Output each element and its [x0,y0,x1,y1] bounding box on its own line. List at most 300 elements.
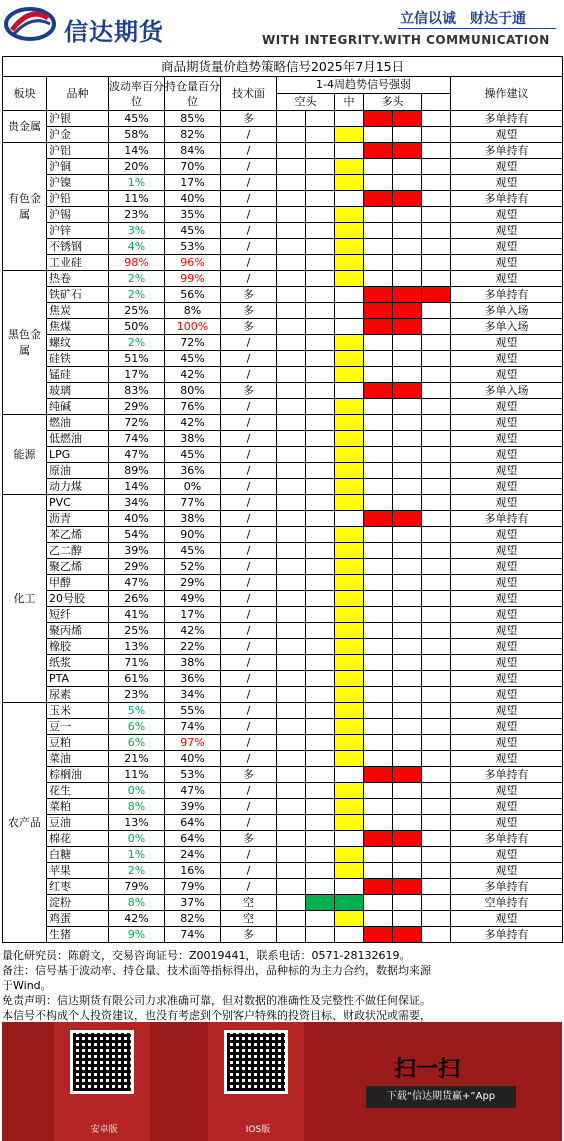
signal-cell [364,175,393,191]
volatility-percentile: 61% [109,671,165,687]
download-app-button[interactable]: 下载“信达期货赢+”App [366,1086,516,1108]
table-row [3,527,563,543]
signal-cell [335,575,364,591]
signal-cell [364,479,393,495]
signal-table [2,56,563,943]
signal-cell [364,527,393,543]
volatility-percentile: 58% [109,127,165,143]
table-row [3,431,563,447]
header-long-extra [422,94,451,111]
signal-cell [306,287,335,303]
signal-cell [277,447,306,463]
operation-advice: 观望 [451,591,563,607]
signal-cell [277,703,306,719]
operation-advice: 观望 [451,719,563,735]
volatility-percentile: 45% [109,111,165,127]
signal-cell [335,831,364,847]
signal-cell [335,511,364,527]
volatility-percentile: 34% [109,495,165,511]
open-interest-percentile: 55% [165,703,221,719]
operation-advice: 观望 [451,847,563,863]
operation-advice: 多单持有 [451,879,563,895]
signal-cell [393,687,422,703]
operation-advice: 观望 [451,399,563,415]
signal-cell [364,239,393,255]
signal-cell [335,367,364,383]
variety-name: 聚丙烯 [47,623,109,639]
table-row [3,719,563,735]
table-row [3,511,563,527]
variety-name: 焦煤 [47,319,109,335]
signal-cell [277,879,306,895]
operation-advice: 观望 [451,559,563,575]
signal-cell [422,527,451,543]
signal-cell [335,303,364,319]
operation-advice: 观望 [451,575,563,591]
operation-advice: 观望 [451,223,563,239]
signal-cell [364,271,393,287]
table-row [3,559,563,575]
table-row [3,159,563,175]
signal-cell [277,511,306,527]
table-row [3,367,563,383]
volatility-percentile: 14% [109,143,165,159]
signal-cell [277,127,306,143]
signal-cell [306,447,335,463]
signal-cell [335,527,364,543]
variety-name: 棉花 [47,831,109,847]
signal-cell [335,623,364,639]
operation-advice: 观望 [451,271,563,287]
brand-tagline: WITH INTEGRITY.WITH COMMUNICATION [262,33,550,47]
signal-cell [277,415,306,431]
signal-cell [335,335,364,351]
signal-cell [306,399,335,415]
signal-cell [422,127,451,143]
signal-cell [422,495,451,511]
table-row [3,447,563,463]
signal-cell [306,255,335,271]
variety-name: 焦炭 [47,303,109,319]
signal-cell [306,319,335,335]
operation-advice: 观望 [451,239,563,255]
signal-cell [306,623,335,639]
volatility-percentile: 2% [109,863,165,879]
signal-cell [393,127,422,143]
volatility-percentile: 0% [109,783,165,799]
android-qr-code-icon[interactable] [70,1030,134,1094]
signal-cell [422,399,451,415]
signal-cell [422,335,451,351]
operation-advice: 多单持有 [451,287,563,303]
signal-cell [422,815,451,831]
signal-cell [277,575,306,591]
open-interest-percentile: 37% [165,895,221,911]
table-row [3,879,563,895]
signal-cell [364,655,393,671]
signal-cell [335,735,364,751]
signal-cell [306,895,335,911]
signal-cell [306,159,335,175]
open-interest-percentile: 64% [165,815,221,831]
signal-cell [393,143,422,159]
open-interest-percentile: 42% [165,415,221,431]
table-row [3,399,563,415]
signal-cell [393,463,422,479]
signal-cell [277,927,306,943]
open-interest-percentile: 17% [165,607,221,623]
signal-cell [277,367,306,383]
signal-cell [306,383,335,399]
signal-cell [277,639,306,655]
signal-cell [306,831,335,847]
signal-cell [364,319,393,335]
table-row [3,255,563,271]
signal-cell [364,207,393,223]
variety-name: 玉米 [47,703,109,719]
technical-signal: 多 [221,767,277,783]
table-row [3,639,563,655]
table-row [3,671,563,687]
signal-cell [422,447,451,463]
operation-advice: 观望 [451,863,563,879]
variety-name: 铁矿石 [47,287,109,303]
operation-advice: 观望 [451,607,563,623]
open-interest-percentile: 84% [165,143,221,159]
variety-name: 燃油 [47,415,109,431]
signal-cell [364,447,393,463]
technical-signal: 空 [221,895,277,911]
signal-cell [393,271,422,287]
technical-signal: / [221,559,277,575]
open-interest-percentile: 90% [165,527,221,543]
signal-cell [393,591,422,607]
signal-cell [277,559,306,575]
signal-cell [306,143,335,159]
volatility-percentile: 11% [109,767,165,783]
signal-cell [306,559,335,575]
signal-cell [422,799,451,815]
open-interest-percentile: 76% [165,399,221,415]
signal-cell [364,895,393,911]
signal-cell [277,319,306,335]
variety-name: 生猪 [47,927,109,943]
signal-cell [422,511,451,527]
sector-label: 贵金属 [3,111,47,143]
signal-cell [364,511,393,527]
table-row [3,623,563,639]
technical-signal: / [221,751,277,767]
android-label: 安卓版 [90,1125,118,1135]
technical-signal: 多 [221,287,277,303]
operation-advice: 观望 [451,751,563,767]
technical-signal: / [221,575,277,591]
signal-cell [306,127,335,143]
signal-cell [306,527,335,543]
technical-signal: / [221,783,277,799]
signal-cell [335,847,364,863]
sector-label: 能源 [3,415,47,495]
table-row [3,319,563,335]
table-row [3,351,563,367]
signal-cell [364,335,393,351]
table-row [3,575,563,591]
table-row [3,543,563,559]
table-row [3,143,563,159]
table-row [3,847,563,863]
volatility-percentile: 21% [109,751,165,767]
signal-cell [422,159,451,175]
operation-advice: 观望 [451,671,563,687]
signal-cell [364,143,393,159]
variety-name: 沥青 [47,511,109,527]
signal-cell [335,703,364,719]
signal-cell [364,351,393,367]
volatility-percentile: 2% [109,335,165,351]
signal-cell [422,303,451,319]
variety-name: 鸡蛋 [47,911,109,927]
signal-cell [422,255,451,271]
variety-name: 甲醇 [47,575,109,591]
variety-name: 沪金 [47,127,109,143]
signal-cell [277,303,306,319]
open-interest-percentile: 42% [165,367,221,383]
open-interest-percentile: 99% [165,271,221,287]
volatility-percentile: 6% [109,735,165,751]
signal-cell [393,335,422,351]
signal-cell [422,271,451,287]
signal-cell [364,191,393,207]
signal-cell [306,575,335,591]
signal-cell [364,287,393,303]
signal-cell [393,815,422,831]
operation-advice: 观望 [451,639,563,655]
open-interest-percentile: 45% [165,223,221,239]
signal-cell [335,319,364,335]
signal-cell [306,687,335,703]
open-interest-percentile: 80% [165,383,221,399]
signal-cell [422,191,451,207]
table-row [3,591,563,607]
signal-cell [277,207,306,223]
signal-cell [364,591,393,607]
signal-cell [364,431,393,447]
scan-text: 扫一扫 [394,1057,461,1082]
signal-cell [277,143,306,159]
notes [2,948,562,1023]
table-row [3,815,563,831]
volatility-percentile: 14% [109,479,165,495]
disclaimer-line-1: 免责声明：信达期货有限公司力求准确可靠，但对数据的准确性及完整性不做任何保证。 [2,994,431,1007]
slogan-divider [398,28,556,29]
signal-cell [306,271,335,287]
technical-signal: 多 [221,303,277,319]
signal-cell [335,767,364,783]
signal-cell [335,687,364,703]
brand-slogan: 立信以诚 财达于通 [400,11,526,27]
table-row [3,383,563,399]
variety-name: 沪锌 [47,223,109,239]
signal-cell [364,607,393,623]
operation-advice: 观望 [451,479,563,495]
signal-cell [364,367,393,383]
signal-cell [393,111,422,127]
table-row [3,207,563,223]
signal-cell [364,415,393,431]
signal-cell [393,495,422,511]
signal-cell [393,879,422,895]
volatility-percentile: 5% [109,703,165,719]
technical-signal: / [221,143,277,159]
technical-signal: / [221,655,277,671]
open-interest-percentile: 38% [165,655,221,671]
variety-name: 棕榈油 [47,767,109,783]
signal-cell [393,671,422,687]
signal-cell [422,703,451,719]
open-interest-percentile: 45% [165,351,221,367]
technical-signal: / [221,431,277,447]
operation-advice: 观望 [451,735,563,751]
signal-cell [364,127,393,143]
signal-cell [277,431,306,447]
remark-line-1: 备注：信号基于波动率、持仓量、技术面等指标得出，品种标的为主力合约，数据均来源 [2,964,431,977]
signal-cell [335,479,364,495]
open-interest-percentile: 53% [165,239,221,255]
technical-signal: / [221,863,277,879]
ios-qr-code-icon[interactable] [224,1030,288,1094]
operation-advice: 多单入场 [451,303,563,319]
technical-signal: 多 [221,927,277,943]
volatility-percentile: 79% [109,879,165,895]
sector-label: 有色金属 [3,143,47,271]
technical-signal: 多 [221,111,277,127]
signal-cell [422,863,451,879]
volatility-percentile: 98% [109,255,165,271]
signal-cell [306,239,335,255]
signal-cell [364,783,393,799]
volatility-percentile: 42% [109,911,165,927]
signal-cell [277,735,306,751]
signal-cell [364,671,393,687]
table-row [3,175,563,191]
signal-cell [393,207,422,223]
variety-name: 低燃油 [47,431,109,447]
signal-cell [335,895,364,911]
signal-cell [364,543,393,559]
signal-cell [364,735,393,751]
signal-cell [306,479,335,495]
signal-cell [306,463,335,479]
signal-cell [422,783,451,799]
signal-cell [277,111,306,127]
signal-cell [422,591,451,607]
technical-signal: / [221,463,277,479]
operation-advice: 观望 [451,367,563,383]
technical-signal: / [221,495,277,511]
app-download-banner [2,1022,562,1141]
signal-cell [393,847,422,863]
variety-name: LPG [47,447,109,463]
technical-signal: / [221,351,277,367]
signal-cell [393,767,422,783]
header-neutral: 中 [335,94,364,111]
variety-name: 豆油 [47,815,109,831]
signal-cell [393,703,422,719]
signal-cell [335,815,364,831]
signal-cell [306,767,335,783]
signal-cell [335,223,364,239]
operation-advice: 多单持有 [451,927,563,943]
operation-advice: 观望 [451,255,563,271]
signal-cell [306,607,335,623]
operation-advice: 观望 [451,175,563,191]
signal-cell [393,367,422,383]
operation-advice: 观望 [451,655,563,671]
volatility-percentile: 41% [109,607,165,623]
open-interest-percentile: 42% [165,623,221,639]
header-advice: 操作建议 [451,77,563,111]
open-interest-percentile: 52% [165,559,221,575]
open-interest-percentile: 79% [165,879,221,895]
technical-signal: / [221,847,277,863]
signal-cell [364,575,393,591]
signal-cell [306,719,335,735]
signal-cell [422,607,451,623]
volatility-percentile: 23% [109,687,165,703]
signal-cell [422,623,451,639]
signal-cell [335,447,364,463]
signal-cell [364,767,393,783]
signal-cell [306,495,335,511]
open-interest-percentile: 47% [165,783,221,799]
variety-name: 菜粕 [47,799,109,815]
signal-cell [422,207,451,223]
signal-cell [393,751,422,767]
open-interest-percentile: 96% [165,255,221,271]
header-variety: 品种 [47,77,109,111]
signal-cell [393,319,422,335]
open-interest-percentile: 100% [165,319,221,335]
variety-name: 纸浆 [47,655,109,671]
signal-cell [422,143,451,159]
signal-cell [393,927,422,943]
operation-advice: 多单持有 [451,511,563,527]
variety-name: 红枣 [47,879,109,895]
signal-cell [306,847,335,863]
variety-name: 纯碱 [47,399,109,415]
sector-label: 化工 [3,495,47,703]
signal-cell [364,495,393,511]
variety-name: 沪铅 [47,191,109,207]
signal-cell [335,383,364,399]
volatility-percentile: 54% [109,527,165,543]
signal-cell [335,191,364,207]
volatility-percentile: 2% [109,287,165,303]
signal-cell [306,207,335,223]
technical-signal: 多 [221,383,277,399]
signal-cell [422,175,451,191]
volatility-percentile: 50% [109,319,165,335]
operation-advice: 多单持有 [451,143,563,159]
table-row [3,911,563,927]
signal-cell [335,543,364,559]
volatility-percentile: 1% [109,175,165,191]
signal-cell [306,703,335,719]
operation-advice: 观望 [451,335,563,351]
technical-signal: / [221,367,277,383]
volatility-percentile: 72% [109,415,165,431]
technical-signal: / [221,335,277,351]
